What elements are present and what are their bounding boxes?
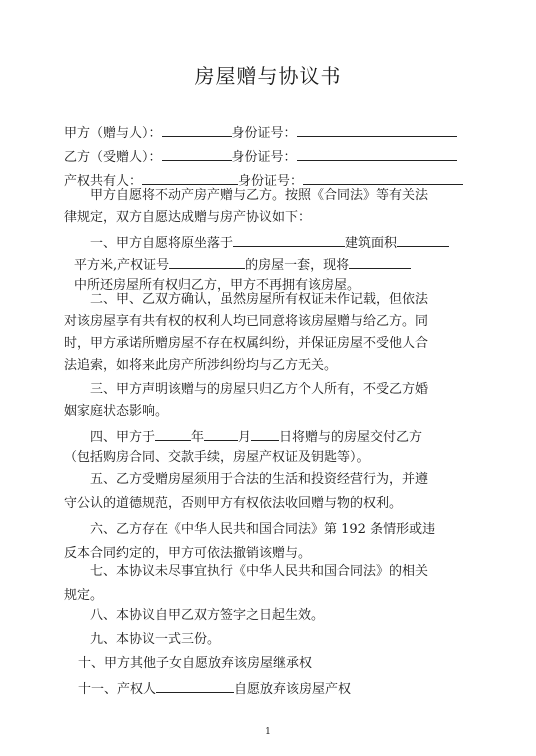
intro-line-1: 甲方自愿将不动产房产赠与乙方。按照《合同法》等有关法 (90, 188, 429, 203)
clause-1-text-a: 一、甲方自愿将原坐落于 (90, 236, 234, 251)
clause-2-line-4: 法追索，如将来此房产所涉纠纷均与乙方无关。 (64, 358, 338, 373)
page-number: 1 (265, 727, 271, 737)
clause-4-line-1 (90, 426, 510, 448)
clause-9-line: 九、本协议一式三份。 (90, 632, 221, 647)
party-b-label: 乙方（受赠人）： (64, 150, 162, 165)
day-blank (251, 426, 279, 441)
clause-6-line-1: 六、乙方存在《中华人民共和国合同法》第 192 条情形或违 (90, 522, 436, 537)
clause-2-line-1: 二、甲、乙双方确认，虽然房屋所有权证未作记载，但依法 (90, 292, 429, 307)
party-a-label: 甲方（赠与人）： (64, 126, 162, 141)
clause-11-line (78, 678, 498, 700)
party-a-id-blank (297, 122, 457, 137)
clause-4-line-2: （包括购房合同、交款手续，房屋产权证及钥匙等）。 (64, 450, 370, 465)
party-b-name-blank (162, 146, 232, 161)
intro-line-2: 律规定，双方自愿达成赠与房产协议如下： (64, 210, 312, 225)
cert-number-blank (169, 254, 245, 269)
area-blank (397, 232, 449, 247)
clause-5-line-1: 五、乙方受赠房屋须用于合法的生活和投资经营行为，并遵 (90, 472, 429, 487)
location-blank (233, 232, 345, 247)
party-a-id-label: 身份证号： (231, 126, 297, 141)
clause-1-text-c: 平方米,产权证号 (74, 258, 170, 273)
clause-2-line-2: 对该房屋享有共有权的权利人均已同意将该房屋赠与给乙方。同 (64, 314, 429, 329)
clause-7-line-1: 七、本协议未尽事宜执行《中华人民共和国合同法》的相关 (90, 564, 429, 579)
party-b-line (64, 146, 484, 168)
clause-5-line-2: 守公认的道德规范，否则甲方有权依法收回赠与物的权利。 (64, 496, 403, 511)
clause-2-line-3: 时，甲方承诺所赠房屋不存在权属纠纷，并保证房屋不受他人合 (64, 336, 429, 351)
co-owner-name-blank (142, 170, 238, 185)
clause-1-text-d: 的房屋一套，现将 (245, 258, 350, 273)
month-label: 月 (238, 430, 252, 445)
owner-name-blank (156, 678, 234, 693)
clause-8-line: 八、本协议自甲乙双方签字之日起生效。 (90, 608, 325, 623)
document-title: 房屋赠与协议书 (194, 64, 342, 88)
transfer-blank (349, 254, 411, 269)
clause-3-line-2: 姻家庭状态影响。 (64, 404, 169, 419)
clause-11-text-b: 自愿放弃该房屋产权 (234, 682, 352, 697)
clause-7-line-2: 规定。 (64, 588, 104, 603)
co-owner-id-label: 身份证号： (238, 174, 304, 189)
clause-4-text-a: 四、甲方于 (90, 430, 156, 445)
year-blank (155, 426, 191, 441)
clause-11-text-a: 十一、产权人 (78, 682, 157, 697)
co-owner-id-blank (303, 170, 463, 185)
clause-1-line-3: 中所还房屋所有权归乙方，甲方不再拥有该房屋。 (74, 278, 361, 293)
co-owner-label: 产权共有人： (64, 174, 143, 189)
clause-6-line-2: 反本合同约定的，甲方可依法撤销该赠与。 (64, 546, 312, 561)
year-label: 年 (191, 430, 205, 445)
clause-1-line-2 (74, 254, 494, 276)
clause-1-text-b: 建筑面积 (345, 236, 398, 251)
clause-10-line: 十、甲方其他子女自愿放弃该房屋继承权 (78, 656, 313, 671)
clause-1-line-1 (90, 232, 510, 254)
clause-4-text-d: 日将赠与的房屋交付乙方 (279, 430, 423, 445)
party-a-name-blank (162, 122, 232, 137)
party-b-id-blank (297, 146, 457, 161)
clause-3-line-1: 三、甲方声明该赠与的房屋只归乙方个人所有，不受乙方婚 (90, 382, 429, 397)
party-a-line (64, 122, 484, 144)
month-blank (204, 426, 238, 441)
party-b-id-label: 身份证号： (231, 150, 297, 165)
